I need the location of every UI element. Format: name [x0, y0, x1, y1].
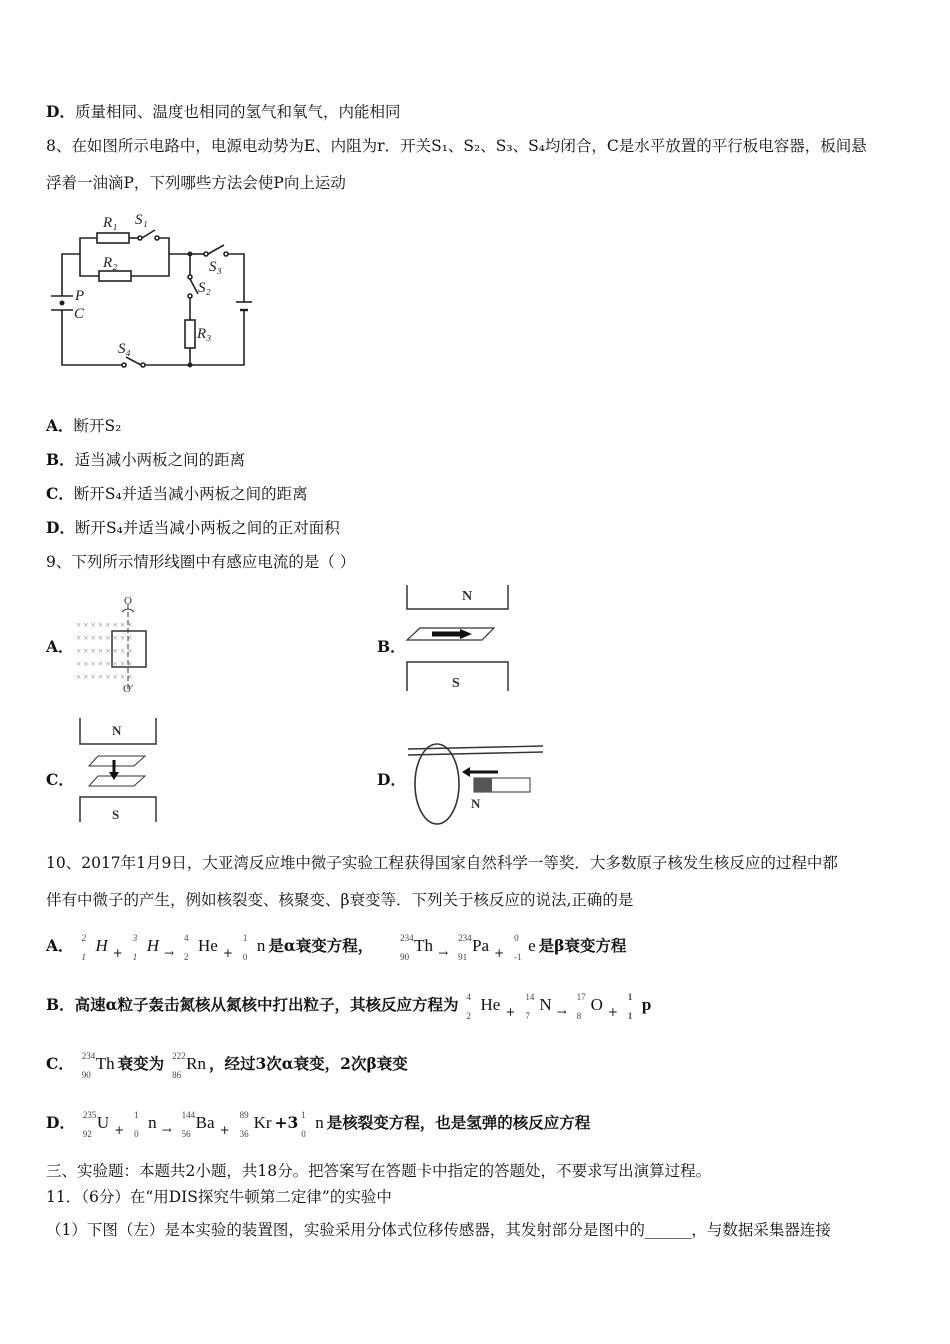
nuclide: 14 7 N: [525, 992, 552, 1021]
nuclide: 4 2 He: [184, 933, 218, 962]
q9-stem: 9、下列所示情形线圈中有感应电流的是（ ）: [46, 553, 356, 571]
q9-option-b-label: B．: [377, 637, 406, 656]
axis-bottom-label: O′: [123, 683, 134, 695]
svg-text:× × × × × × × ×: × × × × × × × ×: [76, 633, 133, 643]
nuclide: 235 92 U: [82, 1110, 110, 1139]
q8-option-c: C．断开S₄并适当减小两板之间的距离: [46, 484, 308, 503]
label-p: P: [75, 288, 85, 304]
nuclide: 234 90 Th: [400, 933, 434, 962]
q8-option-b: B．适当减小两板之间的距离: [46, 450, 246, 469]
q8-option-d: D．断开S₄并适当减小两板之间的正对面积: [46, 518, 340, 537]
q8-option-a: A．断开S₂: [46, 416, 122, 435]
nuclide: 1 0 n: [242, 933, 266, 962]
nuclide: 89 36 Kr: [239, 1110, 272, 1139]
label-s1: S₁: [135, 212, 148, 228]
q11-stem: 11．（6分）在“用DIS探究牛顿第二定律”的实验中: [46, 1188, 392, 1206]
nuclide: 234 91 Pa: [458, 933, 490, 962]
nuclide: 4 2 He: [466, 992, 501, 1021]
q10-option-a: A． 2 1 H $_+$ 3 1 H $_\to$ 4 2 He $_+$ 1 0 n 是α衰变方程， 234 90 Th $_\to$ 234 91 Pa $_+$ 0 -1 e 是β衰变方程: [46, 933, 627, 962]
nuclide: 234 90 Th: [81, 1051, 115, 1080]
nuclide: 0 -1 e: [514, 933, 536, 962]
q10-option-c: C． 234 90 Th 衰变为 222 86 Rn ，经过3次α衰变，2次β衰变: [46, 1051, 408, 1080]
q9-option-a-label: A．: [46, 637, 74, 656]
nuclide: 17 8 O: [576, 992, 603, 1021]
axis-top-label: O: [124, 595, 132, 607]
q9-option-c-label: C．: [46, 770, 74, 789]
magnet-n: N: [112, 723, 122, 738]
nuclide: 144 56 Ba: [181, 1110, 215, 1139]
label-r1: R₁: [103, 215, 118, 231]
svg-text:× × × × × × × ×: × × × × × × × ×: [76, 620, 133, 630]
label-r3: R₃: [197, 326, 212, 342]
svg-text:× × × × × × × ×: × × × × × × × ×: [76, 672, 133, 682]
q8-stem-line1: 8、在如图所示电路中，电源电动势为E、内阻为r．开关S₁、S₂、S₃、S₄均闭合，C是水平放置的平行板电容器，板间悬: [46, 137, 867, 155]
magnet-s: S: [452, 676, 460, 691]
label-c: C: [74, 306, 85, 322]
magnet-s: S: [112, 807, 120, 822]
q11-part1: （1）下图（左）是本实验的装置图，实验采用分体式位移传感器，其发射部分是图中的______，与数据采集器连接: [46, 1221, 831, 1239]
q7-option-d: D．质量相同、温度也相同的氢气和氧气，内能相同: [46, 102, 401, 121]
nuclide: 1 1 p: [627, 992, 652, 1021]
nuclide: 3 1 H: [132, 933, 160, 962]
q10-stem-line1: 10、2017年1月9日，大亚湾反应堆中微子实验工程获得国家自然科学一等奖．大多数原子核发生核反应的过程中都: [46, 854, 838, 872]
label-s4: S₄: [118, 341, 131, 357]
label-s2: S₂: [198, 280, 211, 296]
section3-heading: 三、实验题：本题共2小题，共18分。把答案写在答题卡中指定的答题处，不要求写出演算过程。: [46, 1162, 712, 1180]
nuclide: 1 0 n: [134, 1110, 157, 1139]
nuclide: 2 1 H: [81, 933, 108, 962]
q10-option-b: B．高速α粒子轰击氮核从氮核中打出粒子，其核反应方程为 4 2 He $_+$ 14 7 N $_\to$ 17 8 O $_+$ 1 1 p: [46, 992, 652, 1021]
label-r2: R₂: [103, 255, 118, 271]
svg-text:× × × × × × × ×: × × × × × × × ×: [76, 659, 133, 669]
q10-stem-line2: 伴有中微子的产生，例如核裂变、核聚变、β衰变等．下列关于核反应的说法,正确的是: [46, 891, 634, 909]
q8-stem-line2: 浮着一油滴P，下列哪些方法会使P向上运动: [46, 174, 346, 192]
label-s3: S₃: [209, 259, 222, 275]
nuclide: 1 0 n: [301, 1110, 324, 1139]
q10-option-d: D． 235 92 U $_+$ 1 0 n $_\to$ 144 56 Ba $_+$ 89 36 Kr +3 1 0 n 是核裂变方程，也是氢弹的核反应方程: [46, 1110, 591, 1139]
magnet-n: N: [471, 796, 481, 811]
nuclide: 222 86 Rn: [172, 1051, 206, 1080]
q9-option-d-label: D．: [377, 770, 406, 789]
svg-text:× × × × × × × ×: × × × × × × × ×: [76, 646, 133, 656]
magnet-n: N: [462, 589, 473, 604]
